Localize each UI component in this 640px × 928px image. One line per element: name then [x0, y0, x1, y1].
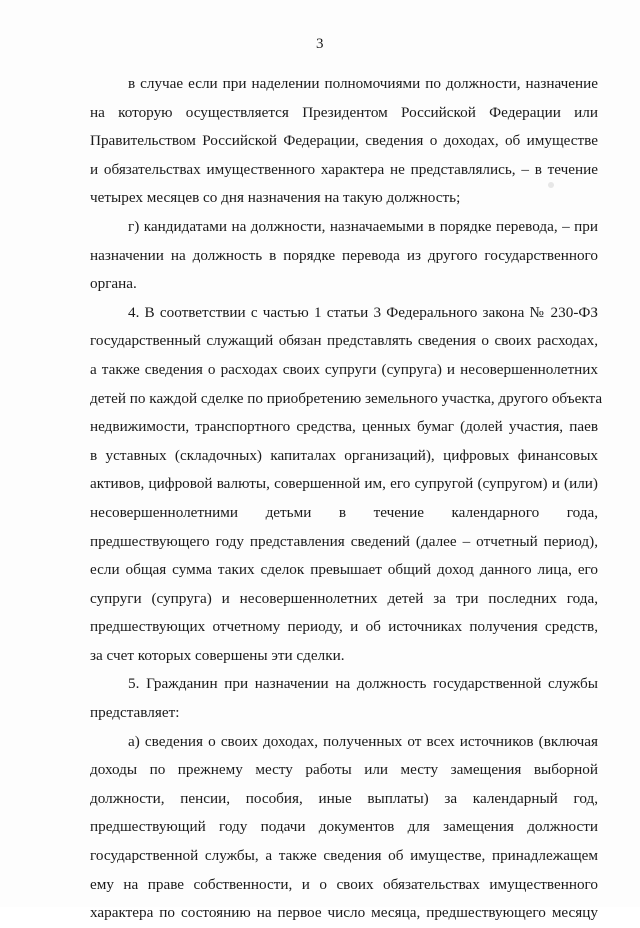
text-line: если общая сумма таких сделок превышает общий доход данного лица, его	[90, 561, 598, 579]
text-line: 5. Гражданин при назначении на должность государственной службы	[128, 675, 598, 693]
text-line: в случае если при наделении полномочиями по должности, назначение	[128, 75, 598, 92]
document-body	[90, 70, 603, 928]
text-line: и обязательствах имущественного характера не представлялись, – в течение	[90, 160, 598, 178]
text-line: должности, пенсии, пособия, иные выплаты) за календарный год,	[90, 789, 598, 807]
text-line: четырех месяцев со дня назначения на такую должность;	[90, 189, 461, 207]
text-line: ему на праве собственности, и о своих обязательствах имущественного	[90, 875, 598, 893]
text-line: представляет:	[90, 704, 180, 722]
text-line: недвижимости, транспортного средства, ценных бумаг (долей участия, паев	[90, 418, 598, 436]
text-line: г) кандидатами на должности, назначаемыми в порядке перевода, – при	[128, 217, 598, 235]
text-line: предшествующего году представления сведений (далее – отчетный период),	[90, 532, 598, 550]
paragraph-2	[90, 213, 598, 299]
text-line: а) сведения о своих доходах, полученных от всех источников (включая	[128, 732, 598, 750]
text-line: детей по каждой сделке по приобретению земельного участка, другого объекта	[90, 389, 603, 407]
text-line: доходы по прежнему месту работы или месту замещения выборной	[90, 761, 598, 779]
text-line: государственной службы, а также сведения об имуществе, принадлежащем	[90, 847, 598, 865]
text-line: а также сведения о расходах своих супруги (супруга) и несовершеннолетних	[90, 360, 598, 378]
text-line: характера по состоянию на первое число месяца, предшествующего месяцу	[90, 904, 598, 922]
paragraph-1	[90, 70, 598, 213]
text-line: предшествующий году подачи документов для замещения должности	[90, 818, 598, 836]
text-line: органа.	[90, 275, 137, 293]
scan-artifact	[548, 182, 554, 188]
paragraph-5	[90, 728, 598, 928]
text-line: назначении на должность в порядке перевода из другого государственного	[90, 246, 598, 264]
text-line: супруги (супруга) и несовершеннолетних детей за три последних года,	[90, 589, 598, 607]
text-line: Правительством Российской Федерации, сведения о доходах, об имуществе	[90, 132, 598, 150]
text-line: за счет которых совершены эти сделки.	[90, 646, 345, 664]
text-line: государственный служащий обязан представлять сведения о своих расходах,	[90, 332, 598, 350]
text-line: в уставных (складочных) капиталах организаций), цифровых финансовых	[90, 446, 598, 464]
text-line: активов, цифровой валюты, совершенной им, его супругой (супругом) и (или)	[90, 475, 598, 493]
text-line: предшествующих отчетному периоду, и об источниках получения средств,	[90, 618, 598, 636]
text-line: на которую осуществляется Президентом Российской Федерации или	[90, 103, 598, 121]
paragraph-4	[90, 670, 598, 727]
text-line: несовершеннолетними детьми в течение календарного года,	[90, 503, 598, 521]
page-number: 3	[316, 36, 324, 52]
text-line: 4. В соответствии с частью 1 статьи 3 Федерального закона № 230-ФЗ	[128, 303, 598, 321]
paragraph-3	[90, 299, 603, 671]
